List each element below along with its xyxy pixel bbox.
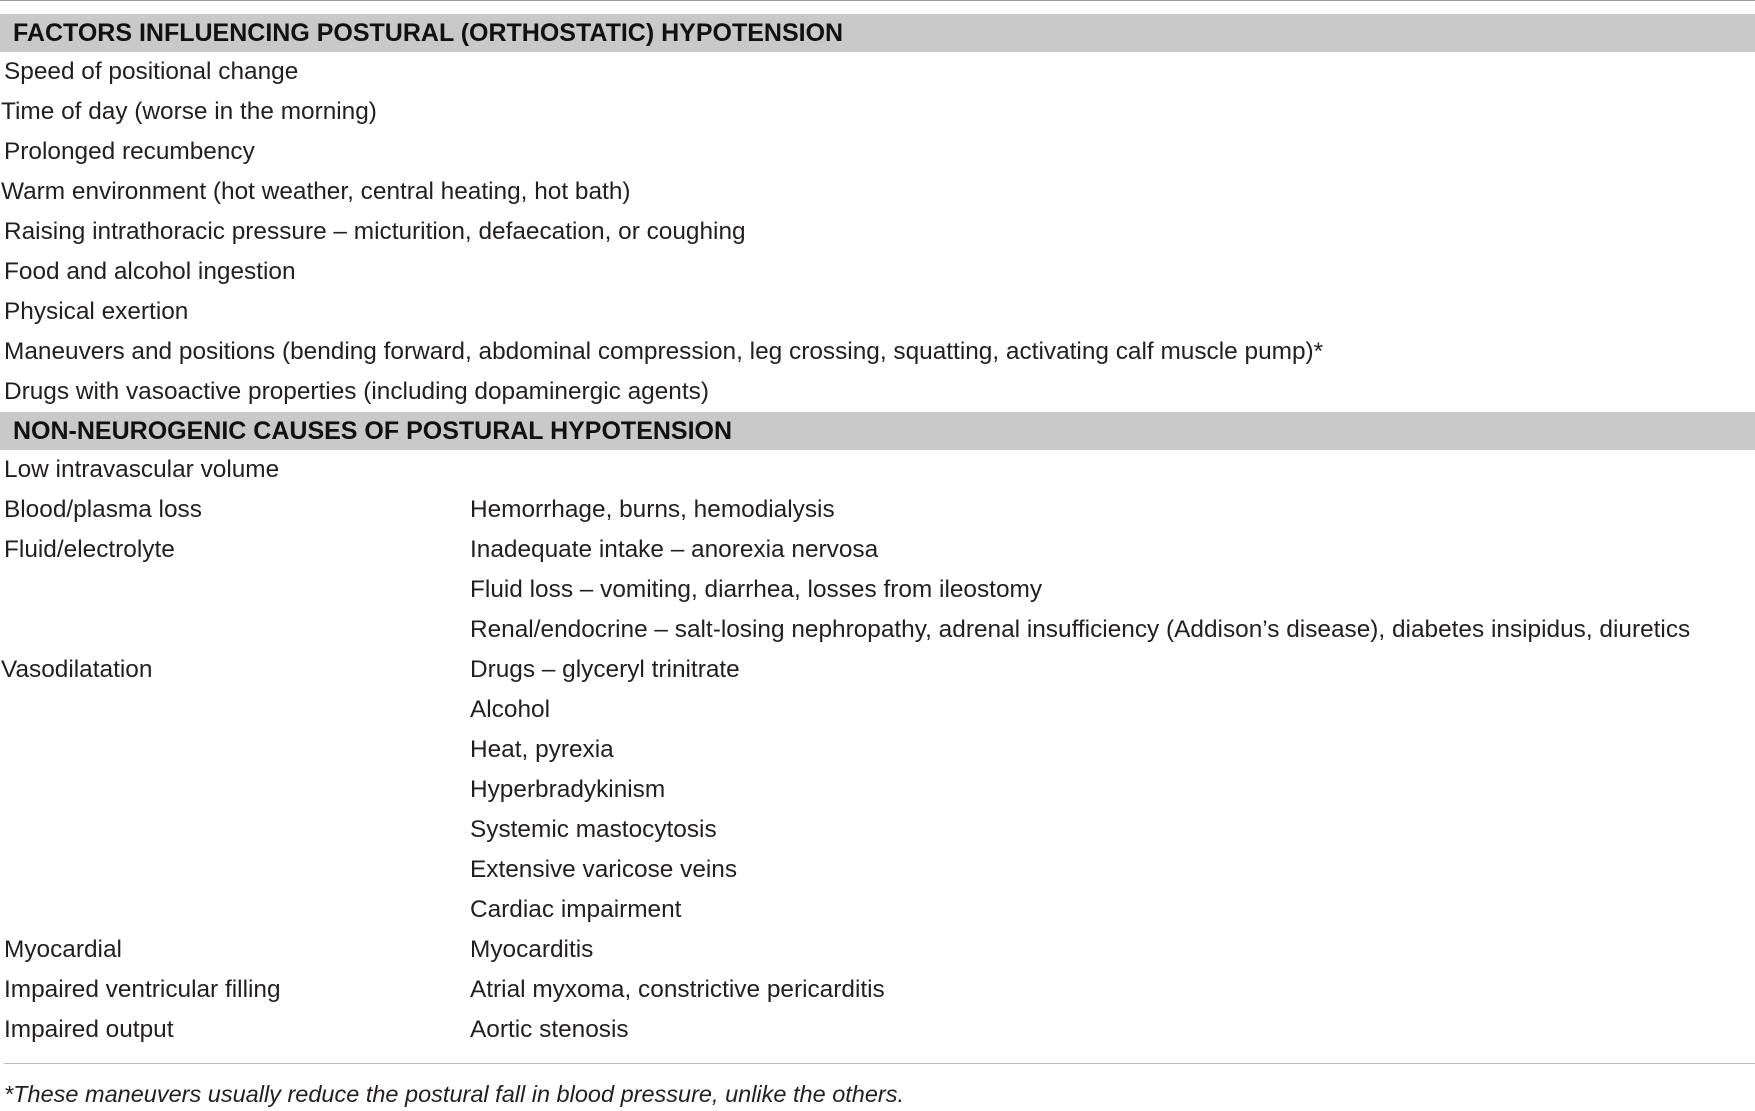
row-label: Food and alcohol ingestion	[4, 258, 296, 285]
table-row	[0, 132, 1755, 172]
row-label: Prolonged recumbency	[4, 138, 255, 165]
row-label: Impaired ventricular filling	[4, 976, 281, 1003]
table-row	[0, 610, 1755, 650]
row-detail: Myocarditis	[470, 936, 594, 963]
table-row	[0, 52, 1755, 92]
row-detail: Hyperbradykinism	[470, 776, 666, 803]
table-row	[0, 570, 1755, 610]
row-label: Warm environment (hot weather, central heating, hot bath)	[1, 178, 631, 205]
row-detail: Inadequate intake – anorexia nervosa	[470, 536, 879, 563]
row-detail: Renal/endocrine – salt-losing nephropathy, adrenal insufficiency (Addison’s disease), diabetes insipidus, diuretics	[470, 616, 1691, 643]
row-label: Time of day (worse in the morning)	[1, 98, 377, 125]
section-title: FACTORS INFLUENCING POSTURAL (ORTHOSTATIC) HYPOTENSION	[13, 19, 844, 47]
table-row	[0, 172, 1755, 212]
row-detail: Cardiac impairment	[470, 896, 682, 923]
table-row	[0, 92, 1755, 132]
table-row	[0, 810, 1755, 850]
row-label: Vasodilatation	[1, 656, 153, 683]
row-detail: Extensive varicose veins	[470, 856, 738, 883]
row-label: Fluid/electrolyte	[4, 536, 175, 563]
table-row	[0, 930, 1755, 970]
table-row	[0, 890, 1755, 930]
table-row	[0, 530, 1755, 570]
row-detail: Fluid loss – vomiting, diarrhea, losses from ileostomy	[470, 576, 1043, 603]
table-row	[0, 450, 1755, 490]
table-footnote: *These maneuvers usually reduce the postural fall in blood pressure, unlike the others.	[4, 1081, 905, 1107]
row-detail: Alcohol	[470, 696, 550, 723]
row-label: Raising intrathoracic pressure – micturition, defaecation, or coughing	[4, 218, 746, 245]
table-row	[0, 650, 1755, 690]
row-label: Drugs with vasoactive properties (including dopaminergic agents)	[4, 378, 709, 405]
table-row	[0, 850, 1755, 890]
row-detail: Heat, pyrexia	[470, 736, 614, 763]
row-label: Blood/plasma loss	[4, 496, 202, 523]
table-row	[0, 730, 1755, 770]
row-detail: Atrial myxoma, constrictive pericarditis	[470, 976, 885, 1003]
row-label: Impaired output	[4, 1016, 174, 1043]
table-row	[0, 372, 1755, 412]
row-detail: Aortic stenosis	[470, 1016, 629, 1043]
row-label: Low intravascular volume	[4, 456, 280, 483]
row-detail: Systemic mastocytosis	[470, 816, 717, 843]
section-title: NON-NEUROGENIC CAUSES OF POSTURAL HYPOTENSION	[13, 417, 733, 445]
table-row	[0, 490, 1755, 530]
bottom-rule	[4, 1063, 1755, 1064]
top-rule	[0, 0, 1755, 1]
row-label: Speed of positional change	[4, 58, 299, 85]
table-row	[0, 292, 1755, 332]
table-row	[0, 212, 1755, 252]
section-header-factors	[0, 14, 1755, 52]
table-row	[0, 1010, 1755, 1050]
row-detail: Drugs – glyceryl trinitrate	[470, 656, 740, 683]
section-header-non-neurogenic	[0, 412, 1755, 450]
table-row	[0, 690, 1755, 730]
row-label: Physical exertion	[4, 298, 189, 325]
table-row	[0, 252, 1755, 292]
table-row	[0, 770, 1755, 810]
row-label: Maneuvers and positions (bending forward, abdominal compression, leg crossing, squatting, activating calf muscle pump)*	[4, 338, 1324, 365]
row-label: Myocardial	[4, 936, 122, 963]
row-detail: Hemorrhage, burns, hemodialysis	[470, 496, 835, 523]
table-row	[0, 332, 1755, 372]
table-row	[0, 970, 1755, 1010]
